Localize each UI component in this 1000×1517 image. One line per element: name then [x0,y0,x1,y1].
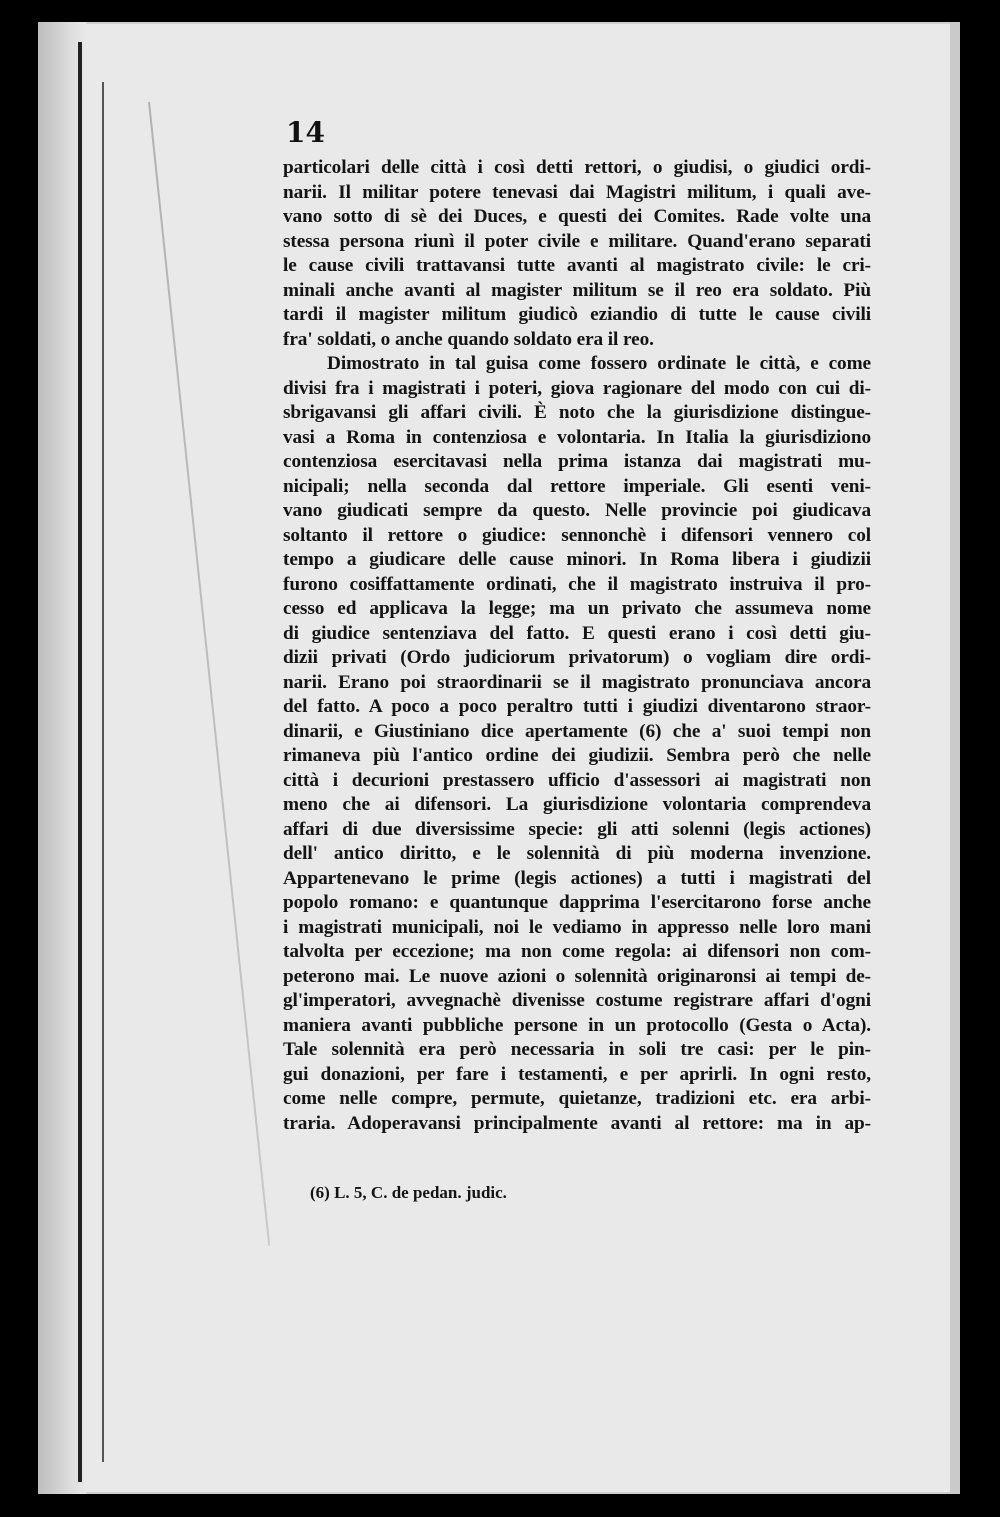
body-text [283,156,871,1136]
text-line: narii. Erano poi straordinarii se il magistrato pronunciava ancora [283,671,871,693]
text-line: particolari delle città i così detti rettori, o giudisi, o giudici ordi- [283,157,871,178]
text-line: le cause civili trattavansi tutte avanti al magistrato civile: le cri- [283,255,871,276]
page-number: 14 [286,116,325,149]
footnote: (6) L. 5, C. de pedan. judic. [310,1183,507,1202]
text-line: di giudice sentenziava del fatto. E questi erano i così detti giu- [283,622,871,644]
text-line: contenziosa esercitavasi nella prima istanza dai magistrati mu- [283,451,871,472]
binding-edge [102,82,104,1462]
text-line: vano giudicati sempre da questo. Nelle provincie poi giudicava [283,500,871,521]
text-line: maniera avanti pubbliche persone in un protocollo (Gesta o Acta). [283,1014,871,1036]
text-line: rimaneva più l'antico ordine dei giudizii. Sembra però che nelle [283,745,871,766]
text-line: popolo romano: e quantunque dapprima l'esercitarono forse anche [283,892,871,913]
text-line: gui donazioni, per fare i testamenti, e per aprirli. In ogni resto, [283,1063,871,1085]
text-line: meno che ai difensori. La giurisdizione volontaria comprendeva [283,794,871,815]
text-line: tempo a giudicare delle cause minori. In Roma libera i giudizii [283,549,871,570]
page-fold-crease [148,102,270,1246]
text-line: peterono mai. Le nuove azioni o solennità originaronsi ai tempi de- [283,965,871,987]
text-line: affari di due diversissime specie: gli atti solenni (legis actiones) [283,818,871,840]
text-line: vasi a Roma in contenziosa e volontaria. In Italia la giurisdiziono [283,426,871,448]
text-line: soltanto il rettore o giudice: sennonchè i difensori vennero col [283,524,871,546]
text-line: narii. Il militar potere tenevasi dai Magistri militum, i quali ave- [283,181,871,203]
text-line: tardi il magister militum giudicò eziandio di tutte le cause civili [283,304,871,325]
page-right-edge [950,22,960,1494]
text-line: dinarii, e Giustiniano dice apertamente (6) che a' suoi tempi non [283,720,871,742]
text-line: talvolta per eccezione; ma non come regola: ai difensori non com- [283,941,871,962]
text-line: i magistrati municipali, noi le vediamo in appresso nelle loro mani [283,916,871,938]
text-line: Tale solennità era però necessaria in soli tre casi: per le pin- [283,1039,871,1060]
text-line: dizii privati (Ordo judiciorum privatorum) o vogliam dire ordi- [283,647,871,668]
text-line: sbrigavansi gli affari civili. È noto che la giurisdizione distingue- [283,402,871,423]
text-line: vano sotto di sè dei Duces, e questi dei Comites. Rade volte una [283,206,871,227]
text-line: come nelle compre, permute, quietanze, tradizioni etc. era arbi- [283,1088,871,1109]
text-line: cesso ed applicava la legge; ma un privato che assumeva nome [283,598,871,619]
text-line: città i decurioni prestassero ufficio d'assessori ai magistrati non [283,769,871,791]
text-line: minali anche avanti al magister militum se il reo era soldato. Più [283,279,871,301]
text-line: Dimostrato in tal guisa come fossero ordinate le città, e come [327,353,871,374]
text-line: furono cosiffattamente ordinati, che il magistrato instruiva il pro- [283,573,871,595]
text-line: divisi fra i magistrati i poteri, giova ragionare del modo con cui di- [283,377,871,399]
text-line: fra' soldati, o anche quando soldato era il reo. [283,328,654,350]
binding-shadow [78,42,82,1482]
text-line: gl'imperatori, avvegnachè divenisse costume registrare affari d'ogni [283,990,871,1011]
text-line: Appartenevano le prime (legis actiones) a tutti i magistrati del [283,867,871,889]
text-line: stessa persona riunì il poter civile e militare. Quand'erano separati [283,230,871,252]
text-line: dell' antico diritto, e le solennità di più moderna invenzione. [283,843,871,864]
text-line: nicipali; nella seconda dal rettore imperiale. Gli esenti veni- [283,475,871,497]
text-line: del fatto. A poco a poco peraltro tutti i giudizi diventarono straor- [283,696,871,717]
text-line: traria. Adoperavansi principalmente avanti al rettore: ma in ap- [283,1112,871,1134]
